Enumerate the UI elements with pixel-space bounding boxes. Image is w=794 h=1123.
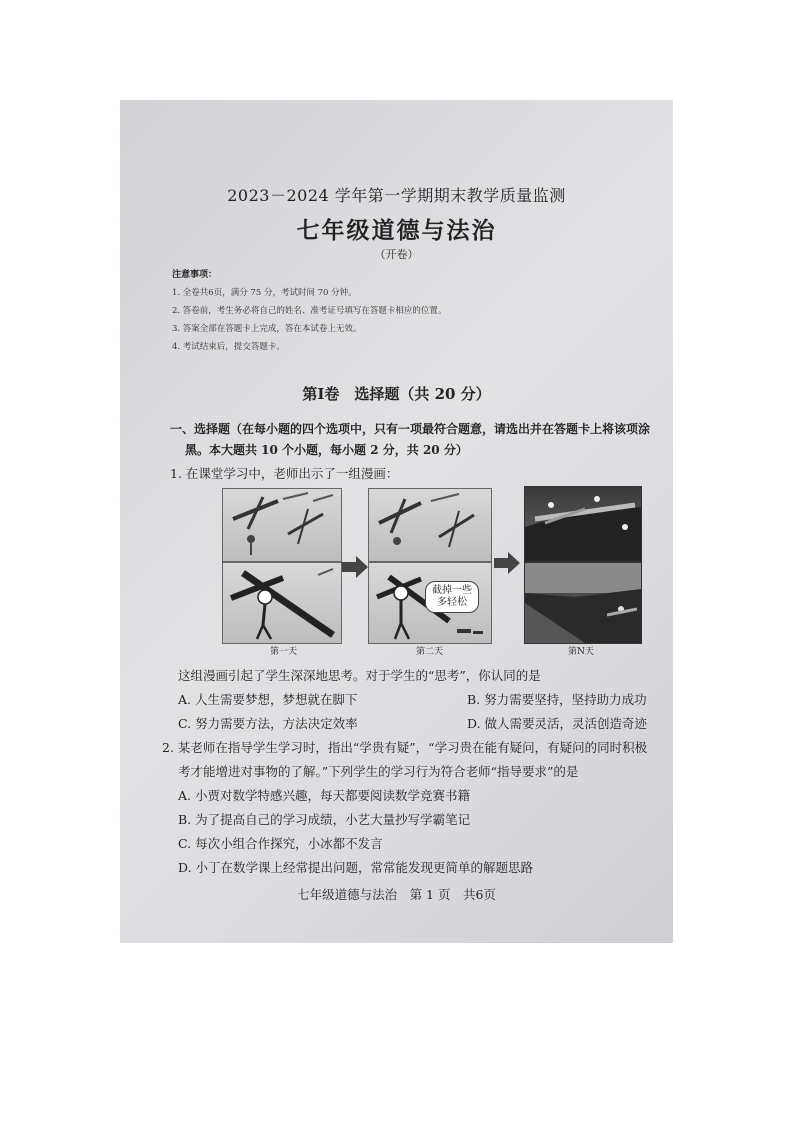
speech-bubble: 截掉一些 多轻松 [425, 581, 479, 613]
question-2-stem-line1: 2. 某老师在指导学生学习时，指出“学贵有疑”，“学习贵在能有疑问，有疑问的同时积极 [162, 740, 648, 755]
section-title: 第Ⅰ卷 选择题（共 20 分） [302, 385, 491, 403]
question-2-option-a: A. 小贾对数学特感兴趣，每天都要阅读数学竞赛书籍 [178, 788, 470, 803]
comic-panel-dayN-top [524, 486, 642, 562]
question-1-option-a: A. 人生需要梦想，梦想就在脚下 [178, 692, 358, 707]
comic-panel-dayN-bottom [524, 562, 642, 644]
comic-panel-day1-top [222, 488, 342, 562]
comic-illustration [525, 487, 641, 561]
note-item: 3. 答案全部在答题卡上完成，答在本试卷上无效。 [172, 324, 362, 334]
page-footer: 七年级道德与法治 第 1 页 共6页 [297, 887, 496, 902]
comic-illustration [223, 489, 341, 561]
note-item: 1. 全卷共6页，满分 75 分，考试时间 70 分钟。 [172, 288, 357, 298]
comic-illustration [369, 489, 491, 561]
comic-caption-dayN: 第N天 [568, 647, 594, 657]
comic-panel-day2-bottom [368, 562, 492, 644]
exam-title-line1: 2023－2024 学年第一学期期末教学质量监测 [227, 186, 566, 205]
question-1-option-d: D. 做人需要灵活，灵活创造奇迹 [467, 716, 648, 731]
comic-caption-day1: 第一天 [270, 647, 298, 657]
notes-heading: 注意事项： [172, 270, 218, 280]
question-2-option-c: C. 每次小组合作探究，小冰都不发言 [178, 836, 383, 851]
exam-subject-title: 七年级道德与法治 [296, 217, 497, 244]
note-item: 4. 考试结束后，提交答题卡。 [172, 342, 285, 352]
question-1-option-c: C. 努力需要方法，方法决定效率 [178, 716, 358, 731]
question-2-stem-line2: 考才能增进对事物的了解。”下列学生的学习行为符合老师“指导要求”的是 [178, 764, 579, 779]
question-1-stem: 1. 在课堂学习中，老师出示了一组漫画： [170, 466, 399, 481]
section-instruction-line1: 一、选择题（在每小题的四个选项中，只有一项最符合题意，请选出并在答题卡上将该项涂 [170, 422, 651, 436]
arrow-right-icon [342, 556, 368, 578]
question-1-prompt: 这组漫画引起了学生深深地思考。对于学生的“思考”，你认同的是 [178, 668, 541, 683]
note-item: 2. 答卷前，考生务必将自己的姓名、准考证号填写在答题卡相应的位置。 [172, 306, 447, 316]
question-1-option-b: B. 努力需要坚持，坚持助力成功 [467, 692, 647, 707]
comic-illustration [223, 563, 341, 643]
section-instruction-line2: 黑。本大题共 10 个小题，每小题 2 分，共 20 分） [185, 443, 468, 457]
comic-caption-day2: 第二天 [416, 647, 444, 657]
exam-subtitle: （开卷） [374, 248, 419, 261]
question-2-option-b: B. 为了提高自己的学习成绩，小艺大量抄写学霸笔记 [178, 812, 471, 827]
comic-panel-day2-top [368, 488, 492, 562]
exam-page [120, 100, 673, 943]
arrow-right-icon [494, 552, 520, 574]
question-2-option-d: D. 小丁在数学课上经常提出问题，常常能发现更简单的解题思路 [178, 860, 534, 875]
comic-panel-day1-bottom [222, 562, 342, 644]
comic-illustration [525, 563, 641, 643]
